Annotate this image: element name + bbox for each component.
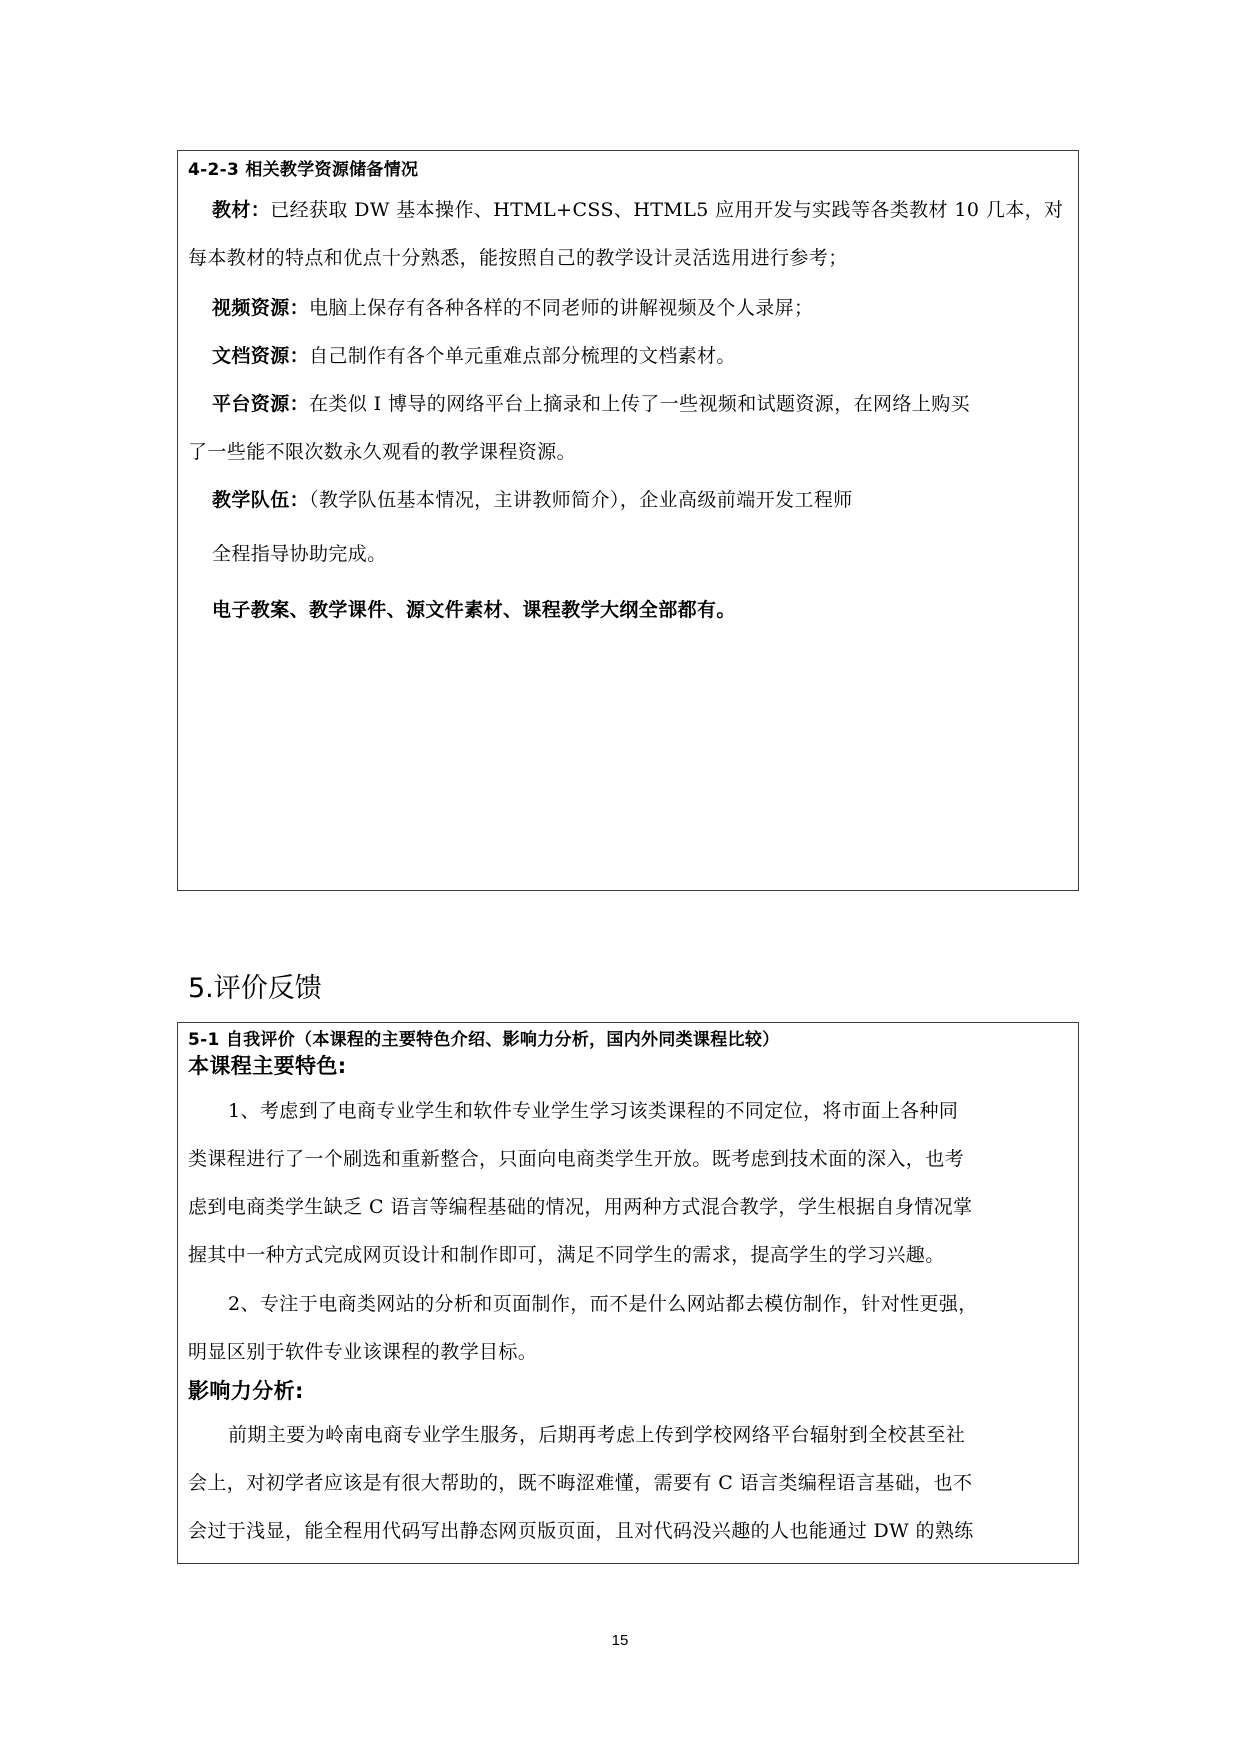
feature-1-line-4: 握其中一种方式完成网页设计和制作即可，满足不同学生的需求，提高学生的学习兴趣。 bbox=[188, 1244, 945, 1266]
textbook-text-1: 已经获取 DW 基本操作、HTML+CSS、HTML5 应用开发与实践等各类教材 10 几本，对 bbox=[270, 199, 1064, 221]
feature-1-line-1: 1、考虑到了电商专业学生和软件专业学生学习该类课程的不同定位，将市面上各种同 bbox=[228, 1100, 959, 1122]
doc-line bbox=[212, 343, 736, 369]
platform-label: 平台资源： bbox=[212, 393, 310, 415]
influence-title: 影响力分析: bbox=[188, 1379, 304, 1403]
textbook-line-1 bbox=[212, 197, 1063, 223]
video-line bbox=[212, 295, 813, 321]
section-5-title: 5.评价反馈 bbox=[188, 973, 322, 1004]
influence-line-1: 前期主要为岭南电商专业学生服务，后期再考虑上传到学校网络平台辐射到全校甚至社 bbox=[228, 1424, 966, 1446]
platform-text-1: 在类似 I 博导的网络平台上摘录和上传了一些视频和试题资源，在网络上购买 bbox=[309, 393, 971, 415]
materials-line: 电子教案、教学课件、源文件素材、课程教学大纲全部都有。 bbox=[212, 599, 736, 621]
section-5-1-heading: 5-1 自我评价（本课程的主要特色介绍、影响力分析，国内外同类课程比较） bbox=[188, 1030, 780, 1050]
team-line-2: 全程指导协助完成。 bbox=[212, 543, 387, 565]
page-number: 15 bbox=[611, 1632, 629, 1649]
team-text-1: （教学队伍基本情况，主讲教师简介），企业高级前端开发工程师 bbox=[309, 489, 853, 511]
feature-1-line-2: 类课程进行了一个刷选和重新整合，只面向电商类学生开放。既考虑到技术面的深入，也考 bbox=[188, 1148, 965, 1170]
video-text: 电脑上保存有各种各样的不同老师的讲解视频及个人录屏； bbox=[309, 297, 814, 319]
team-label: 教学队伍： bbox=[212, 489, 310, 511]
textbook-line-2: 每本教材的特点和优点十分熟悉，能按照自己的教学设计灵活选用进行参考； bbox=[188, 247, 848, 269]
feature-2-line-2: 明显区别于软件专业该课程的教学目标。 bbox=[188, 1341, 538, 1363]
doc-text: 自己制作有各个单元重难点部分梳理的文档素材。 bbox=[309, 345, 736, 367]
feature-2-line-1: 2、专注于电商类网站的分析和页面制作，而不是什么网站都去模仿制作，针对性更强， bbox=[228, 1293, 978, 1315]
feature-1-line-3: 虑到电商类学生缺乏 C 语言等编程基础的情况，用两种方式混合教学，学生根据自身情况掌 bbox=[188, 1196, 973, 1218]
doc-label: 文档资源： bbox=[212, 345, 310, 367]
video-label: 视频资源： bbox=[212, 297, 310, 319]
platform-line-2: 了一些能不限次数永久观看的教学课程资源。 bbox=[188, 441, 577, 463]
team-line-1 bbox=[212, 487, 853, 513]
section-4-2-3-heading: 4-2-3 相关教学资源储备情况 bbox=[188, 160, 419, 180]
influence-line-3: 会过于浅显，能全程用代码写出静态网页版页面，且对代码没兴趣的人也能通过 DW 的熟练 bbox=[188, 1520, 974, 1542]
platform-line-1 bbox=[212, 391, 970, 417]
features-title: 本课程主要特色: bbox=[188, 1054, 347, 1078]
textbook-label: 教材： bbox=[212, 199, 271, 221]
influence-line-2: 会上，对初学者应该是有很大帮助的，既不晦涩难懂，需要有 C 语言类编程语言基础，也不 bbox=[188, 1472, 973, 1494]
